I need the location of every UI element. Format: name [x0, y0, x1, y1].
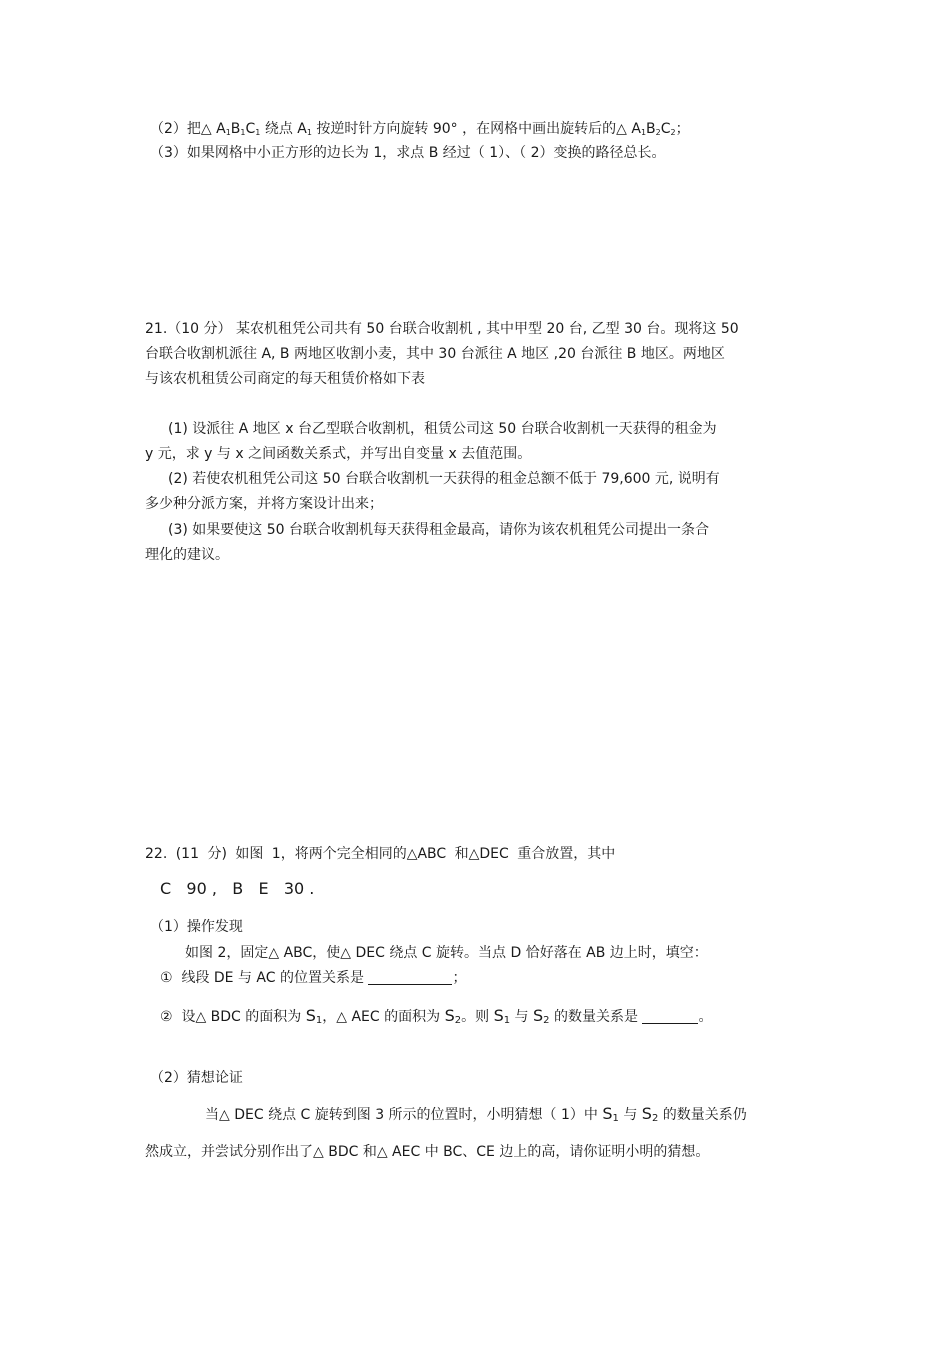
q22-heading-2: （2）猜想论证	[150, 1070, 243, 1086]
q21-sub1-a: (1) 设派往 A 地区 x 台乙型联合收割机，租赁公司这 50 台联合收割机一天获得的租金为	[168, 421, 717, 437]
q21-line-2: 台联合收割机派往 A, B 两地区收割小麦，其中 30 台派往 A 地区 ,20 台派往 B 地区。两地区	[145, 346, 725, 362]
q22-item-2: ② 设△ BDC 的面积为 $S_1$，△ AEC 的面积为 $S_2$。则 $S_1$ 与 $S_2$ 的数量关系是 。	[160, 1006, 713, 1026]
q22-line-2: C 90 , B E 30 .	[160, 879, 315, 898]
q21-line-1: 21.（10 分） 某农机租凭公司共有 50 台联合收割机 , 其中甲型 20 台, 乙型 30 台。现将这 50	[145, 321, 739, 337]
q22-line-1: 22. (11 分) 如图 1，将两个完全相同的△ABC 和△DEC 重合放置，其中	[145, 846, 616, 862]
q21-sub1-b: y 元，求 y 与 x 之间函数关系式，并写出自变量 x 去值范围。	[145, 446, 532, 462]
q21-line-3: 与该农机租赁公司商定的每天租赁价格如下表	[145, 371, 425, 387]
q20-part2: （2）把△ $A_1B_1C_1$ 绕点 $A_1$ 按逆时针方向旋转 90° ，在网格中画出旋转后的△ $A_1B_2C_2$；	[150, 121, 690, 137]
q22-item-1: ① 线段 DE 与 AC 的位置关系是 ；	[160, 970, 467, 986]
q22-heading-1: （1）操作发现	[150, 919, 243, 935]
q22-para-1: 如图 2，固定△ ABC，使△ DEC 绕点 C 旋转。当点 D 恰好落在 AB 边上时，填空：	[185, 945, 708, 961]
q20-part3: （3）如果网格中小正方形的边长为 1，求点 B 经过（ 1）、（ 2）变换的路径总长。	[150, 145, 666, 161]
q21-sub2-b: 多少种分派方案，并将方案设计出来；	[145, 496, 383, 512]
q21-sub2-a: (2) 若使农机租凭公司这 50 台联合收割机一天获得的租金总额不低于 79,600 元, 说明有	[168, 471, 720, 487]
q22-para-2b: 然成立，并尝试分别作出了△ BDC 和△ AEC 中 BC、CE 边上的高，请你证明小明的猜想。	[145, 1144, 710, 1160]
q21-sub3-b: 理化的建议。	[145, 547, 229, 563]
q21-sub3-a: (3) 如果要使这 50 台联合收割机每天获得租金最高，请你为该农机租凭公司提出一条合	[168, 522, 709, 538]
answer-blank-2[interactable]	[642, 1009, 698, 1024]
answer-blank-1[interactable]	[368, 970, 452, 985]
q22-para-2a: 当△ DEC 绕点 C 旋转到图 3 所示的位置时，小明猜想（ 1）中 $S_1$ 与 $S_2$ 的数量关系仍	[205, 1104, 747, 1124]
